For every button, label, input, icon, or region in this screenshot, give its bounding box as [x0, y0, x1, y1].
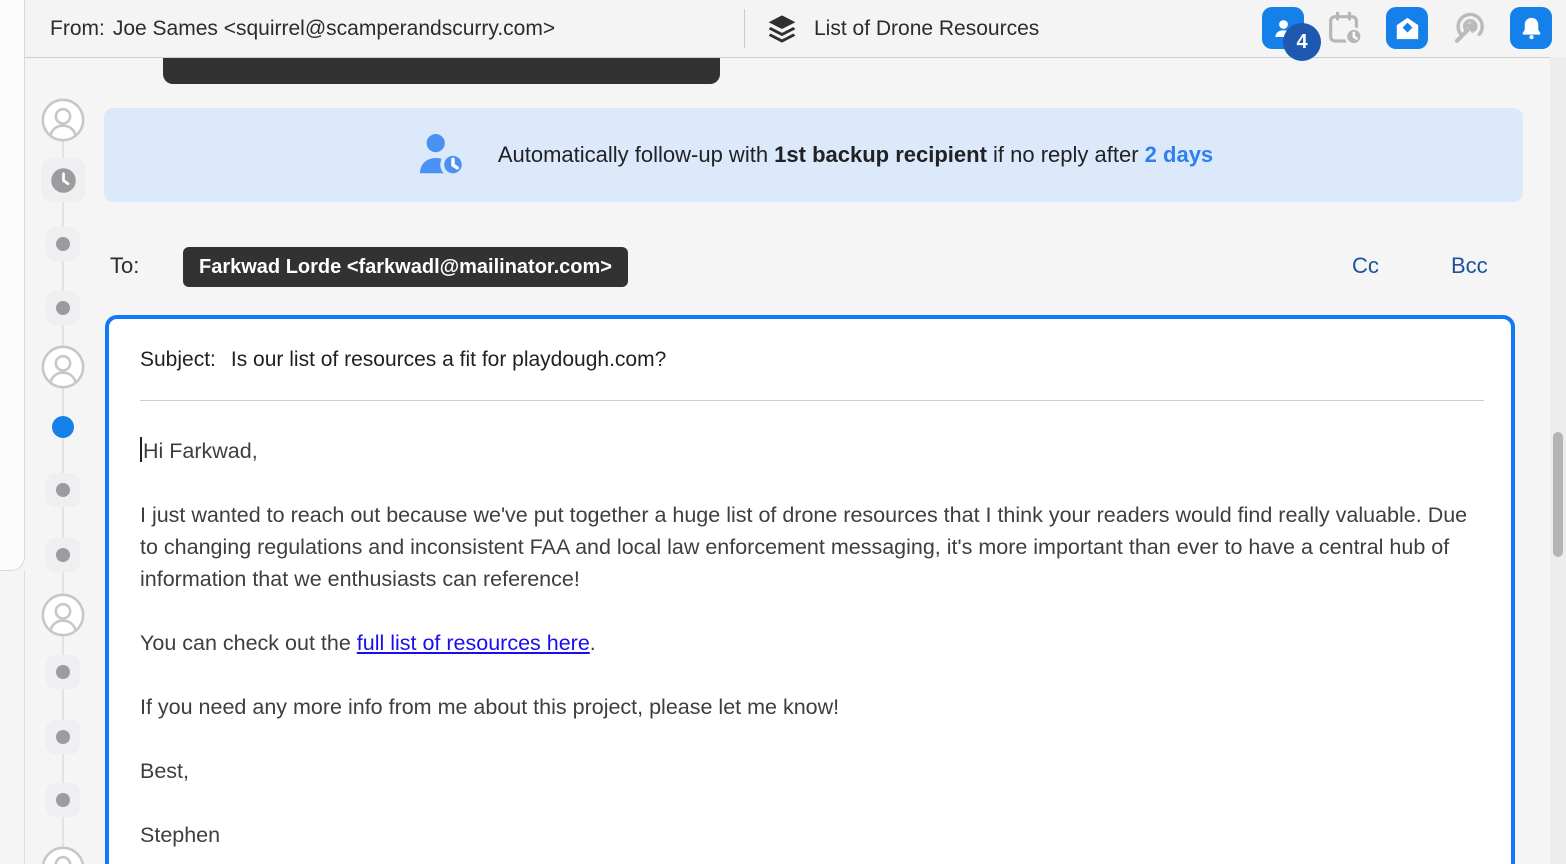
inbox-button[interactable] — [1386, 7, 1428, 49]
timeline-clock-icon[interactable] — [41, 158, 85, 202]
body-paragraph-3: If you need any more info from me about this project, please let me know! — [140, 695, 840, 719]
previous-card-edge — [0, 0, 25, 571]
body-paragraph-1: I just wanted to reach out because we've put together a huge list of drone resources that I think your readers would find really valuable. Due to changing regulations and inconsistent FAA and local law enforcement messaging, it's more important than ever to have a central hub of information that we enthusiasts can reference! — [140, 503, 1468, 591]
resources-link[interactable]: full list of resources here — [356, 631, 590, 655]
subject-row — [109, 319, 1511, 372]
card-edge-line — [24, 570, 25, 864]
banner-recipient: 1st backup recipient — [774, 142, 987, 167]
text-cursor — [140, 437, 142, 462]
timeline-dot[interactable] — [46, 227, 80, 261]
from-label: From: — [50, 16, 105, 40]
scrollbar-thumb[interactable] — [1553, 432, 1563, 557]
recipient-chip-cropped[interactable] — [163, 57, 720, 84]
body-greeting: Hi Farkwad, — [140, 435, 1477, 467]
banner-middle: if no reply after — [986, 142, 1145, 167]
timeline-dot[interactable] — [46, 655, 80, 689]
body-paragraph-2 — [140, 627, 1477, 659]
timeline — [26, 57, 100, 864]
tracking-button[interactable] — [1449, 8, 1489, 48]
campaign-header — [765, 0, 1039, 57]
timeline-dot[interactable] — [46, 538, 80, 572]
schedule-button[interactable] — [1325, 8, 1365, 48]
subject-value[interactable]: Is our list of resources a fit for playdough.com? — [230, 348, 667, 371]
body-closing: Best, — [140, 759, 189, 783]
paragraph2-suffix: . — [589, 631, 596, 655]
from-value: Joe Sames <squirrel@scamperandscurry.com> — [112, 16, 556, 40]
subject-label: Subject: — [140, 348, 216, 371]
followup-banner — [104, 108, 1523, 202]
paragraph2-prefix: You can check out the — [140, 631, 357, 655]
recipients-count-badge: 4 — [1283, 23, 1321, 61]
timeline-avatar-icon[interactable] — [41, 345, 85, 389]
notifications-button[interactable] — [1510, 7, 1552, 49]
timeline-dot[interactable] — [46, 783, 80, 817]
body-signature: Stephen — [140, 823, 221, 847]
timeline-avatar-icon[interactable] — [41, 846, 85, 864]
cc-button[interactable]: Cc — [1352, 253, 1379, 278]
timeline-dot-active[interactable] — [52, 416, 74, 438]
click-spiral-icon — [1450, 9, 1488, 47]
scrollbar-track[interactable] — [1550, 57, 1566, 864]
timeline-dot[interactable] — [46, 291, 80, 325]
person-clock-icon — [414, 127, 470, 183]
header-divider — [744, 9, 745, 48]
layers-icon — [765, 12, 799, 46]
followup-delay-link[interactable]: 2 days — [1144, 142, 1214, 167]
to-label: To: — [110, 253, 140, 278]
timeline-dot[interactable] — [46, 720, 80, 754]
top-header — [0, 0, 1566, 58]
from-field — [50, 17, 555, 41]
envelope-diamond-icon — [1394, 15, 1421, 42]
bcc-button[interactable]: Bcc — [1451, 253, 1488, 278]
recipient-chip[interactable]: Farkwad Lorde <farkwadl@mailinator.com> — [183, 247, 628, 287]
timeline-dot[interactable] — [46, 473, 80, 507]
email-body-editor[interactable] — [109, 401, 1511, 851]
timeline-avatar-icon[interactable] — [41, 98, 85, 142]
compose-box — [105, 315, 1515, 864]
bell-icon — [1518, 15, 1545, 42]
banner-prefix: Automatically follow-up with — [497, 142, 775, 167]
followup-banner-text — [498, 142, 1213, 168]
campaign-title: List of Drone Resources — [814, 16, 1040, 40]
timeline-avatar-icon[interactable] — [41, 593, 85, 637]
recipients-button[interactable] — [1262, 7, 1308, 53]
header-actions — [1262, 7, 1552, 53]
